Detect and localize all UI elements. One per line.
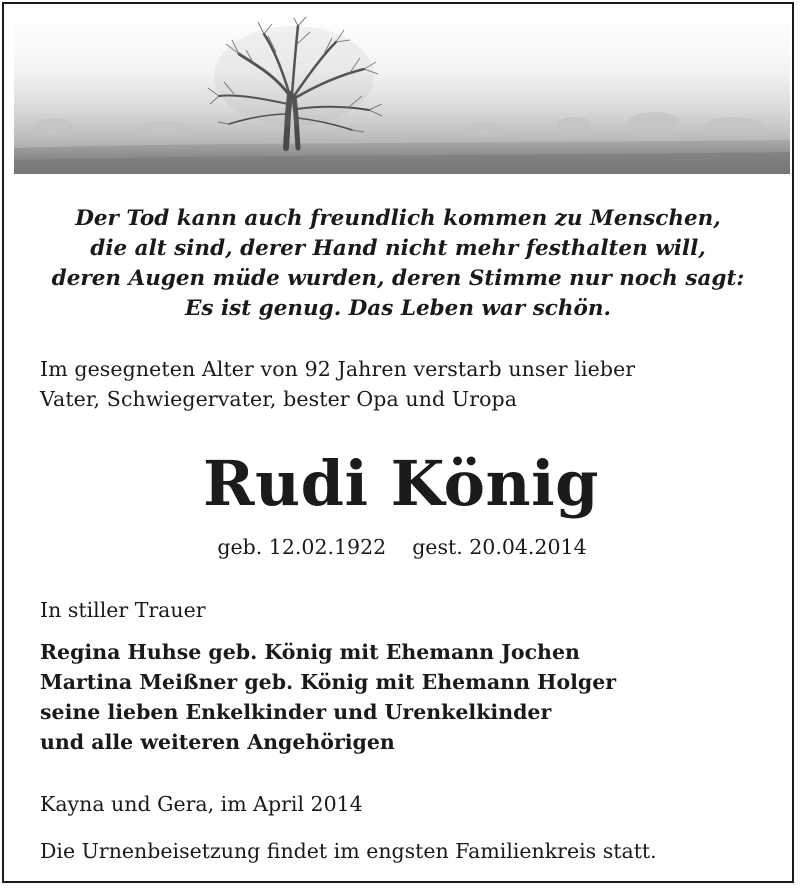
life-dates xyxy=(4,532,800,562)
intro-text xyxy=(40,354,770,414)
mourner-line: und alle weiteren Angehörigen xyxy=(40,730,395,754)
intro-line: Im gesegneten Alter von 92 Jahren verstarb unser lieber xyxy=(40,357,636,381)
poem-line: Der Tod kann auch freundlich kommen zu Menschen, xyxy=(75,206,721,231)
mourning-heading: In stiller Trauer xyxy=(40,598,206,622)
poem-line: die alt sind, derer Hand nicht mehr festhalten will, xyxy=(90,236,706,261)
poem xyxy=(4,204,792,324)
mourner-line: Regina Huhse geb. König mit Ehemann Jochen xyxy=(40,640,580,664)
burial-note: Die Urnenbeisetzung findet im engsten Familienkreis statt. xyxy=(40,839,657,863)
intro-line: Vater, Schwiegervater, bester Opa und Uropa xyxy=(40,387,518,411)
birth-date: geb. 12.02.1922 xyxy=(217,535,387,559)
bare-tree-in-fog-image xyxy=(14,14,790,174)
deceased-name: Rudi König xyxy=(203,447,599,520)
place-date: Kayna und Gera, im April 2014 xyxy=(40,792,363,816)
poem-line: deren Augen müde wurden, deren Stimme nur noch sagt: xyxy=(51,266,745,291)
poem-line: Es ist genug. Das Leben war schön. xyxy=(185,296,611,321)
mourner-line: seine lieben Enkelkinder und Urenkelkinder xyxy=(40,700,552,724)
obituary-notice xyxy=(2,2,794,883)
death-date: gest. 20.04.2014 xyxy=(412,535,587,559)
mourners-list xyxy=(40,637,616,757)
mourner-line: Martina Meißner geb. König mit Ehemann Holger xyxy=(40,670,617,694)
